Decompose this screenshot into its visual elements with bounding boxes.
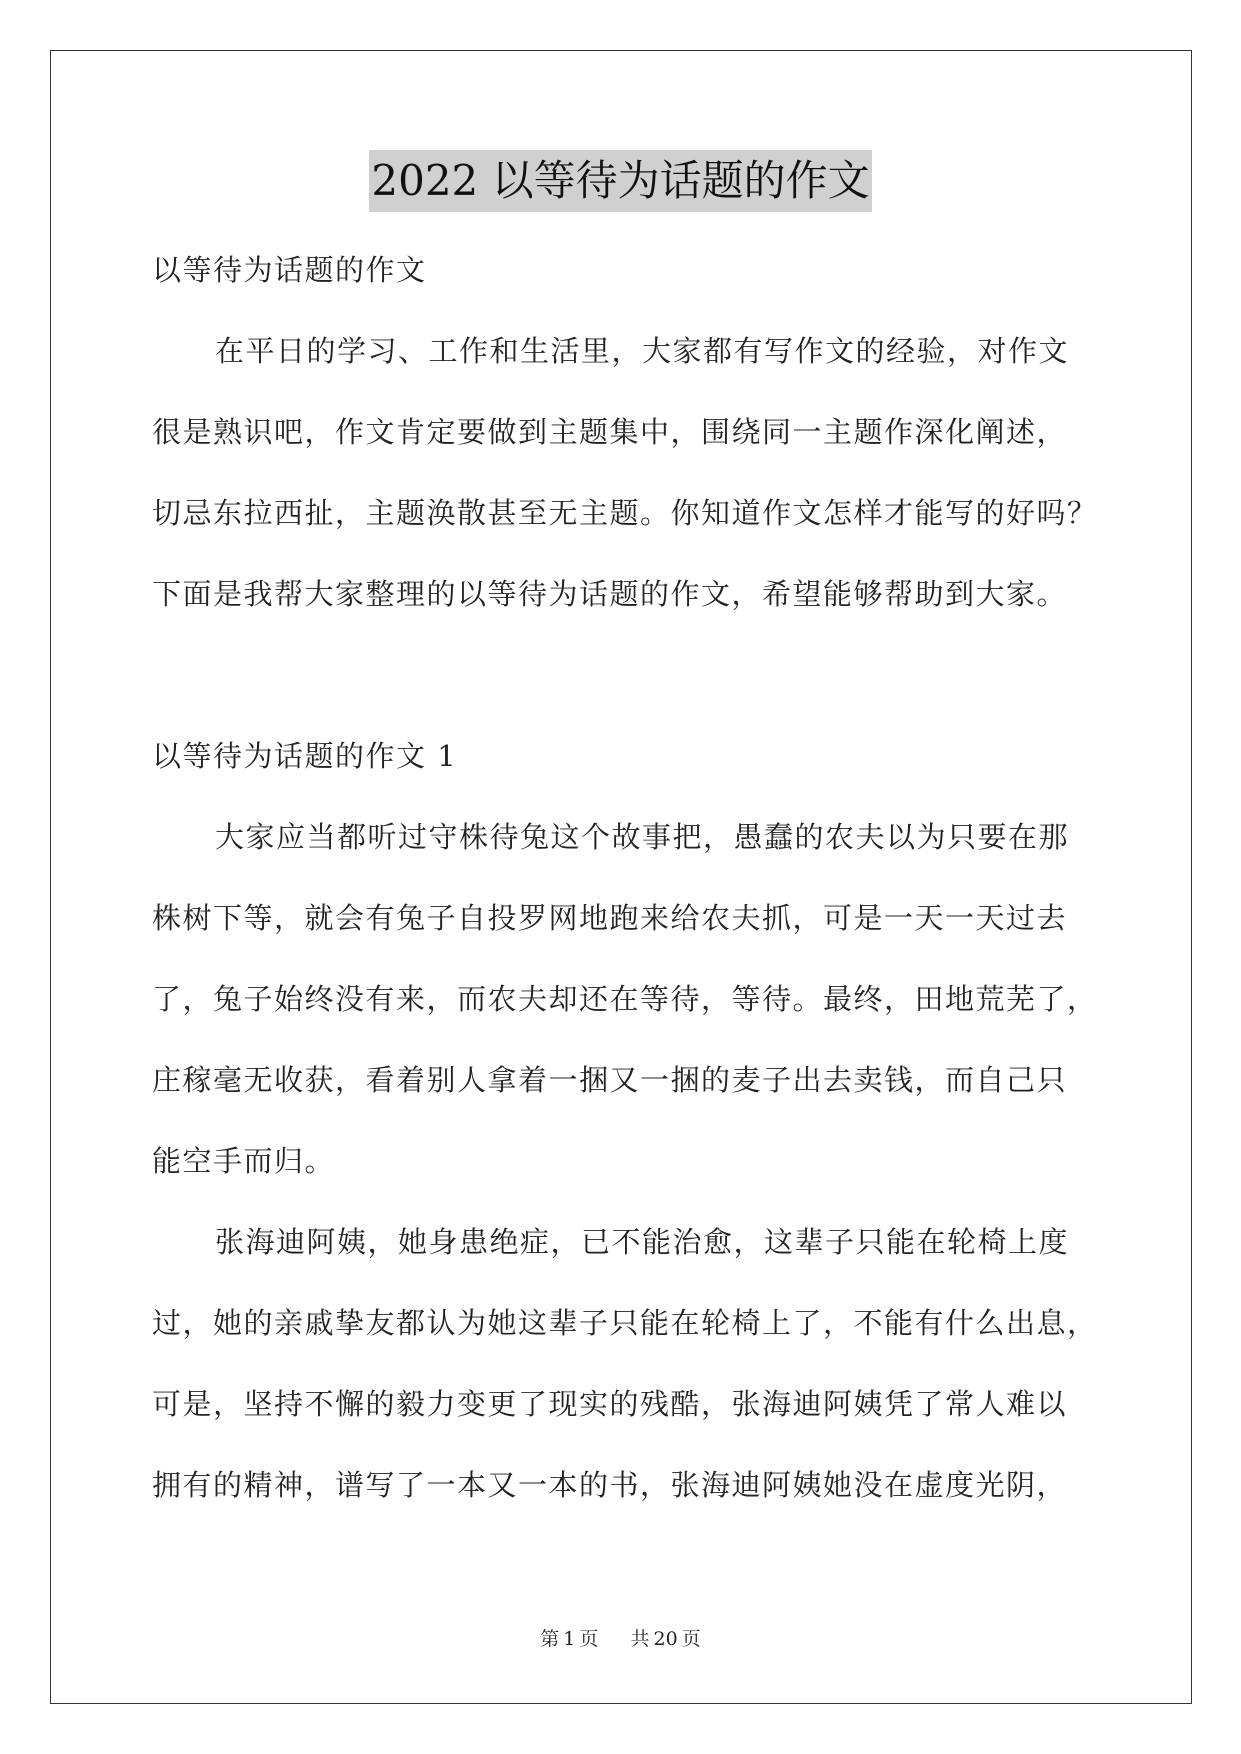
document-body	[152, 230, 1098, 1526]
title-container	[0, 150, 1241, 212]
paragraph-line: 了，兔子始终没有来，而农夫却还在等待，等待。最终，田地荒芜了，	[152, 982, 1098, 1016]
document-title: 2022 以等待为话题的作文	[369, 150, 871, 212]
paragraph-line: 庄稼毫无收获，看着别人拿着一捆又一捆的麦子出去卖钱，而自己只	[152, 1063, 1068, 1097]
paragraph-line: 张海迪阿姨，她身患绝症，已不能治愈，这辈子只能在轮椅上度	[215, 1225, 1070, 1259]
paragraph-line: 可是，坚持不懈的毅力变更了现实的残酷，张海迪阿姨凭了常人难以	[152, 1387, 1068, 1421]
page-number-label: 第 1 页	[540, 1628, 599, 1650]
section-heading: 以等待为话题的作文 1	[152, 739, 458, 773]
paragraph-line: 过，她的亲戚挚友都认为她这辈子只能在轮椅上了，不能有什么出息，	[152, 1306, 1098, 1340]
page-footer	[0, 1626, 1241, 1652]
paragraph-line: 很是熟识吧，作文肯定要做到主题集中，围绕同一主题作深化阐述，	[152, 415, 1068, 449]
paragraph-line: 切忌东拉西扯，主题涣散甚至无主题。你知道作文怎样才能写的好吗？	[152, 496, 1098, 530]
paragraph-line: 能空手而归。	[152, 1144, 336, 1178]
total-pages-label: 共 20 页	[630, 1628, 701, 1650]
paragraph-line: 下面是我帮大家整理的以等待为话题的作文，希望能够帮助到大家。	[152, 577, 1068, 611]
blank-line	[152, 635, 1092, 716]
paragraph-line: 拥有的精神，谱写了一本又一本的书，张海迪阿姨她没在虚度光阴，	[152, 1468, 1068, 1502]
paragraph-line: 在平日的学习、工作和生活里，大家都有写作文的经验，对作文	[215, 334, 1070, 368]
subtitle-line: 以等待为话题的作文	[152, 253, 427, 287]
paragraph-line: 大家应当都听过守株待兔这个故事把，愚蠢的农夫以为只要在那	[215, 820, 1070, 854]
paragraph-line: 株树下等，就会有兔子自投罗网地跑来给农夫抓，可是一天一天过去	[152, 901, 1068, 935]
